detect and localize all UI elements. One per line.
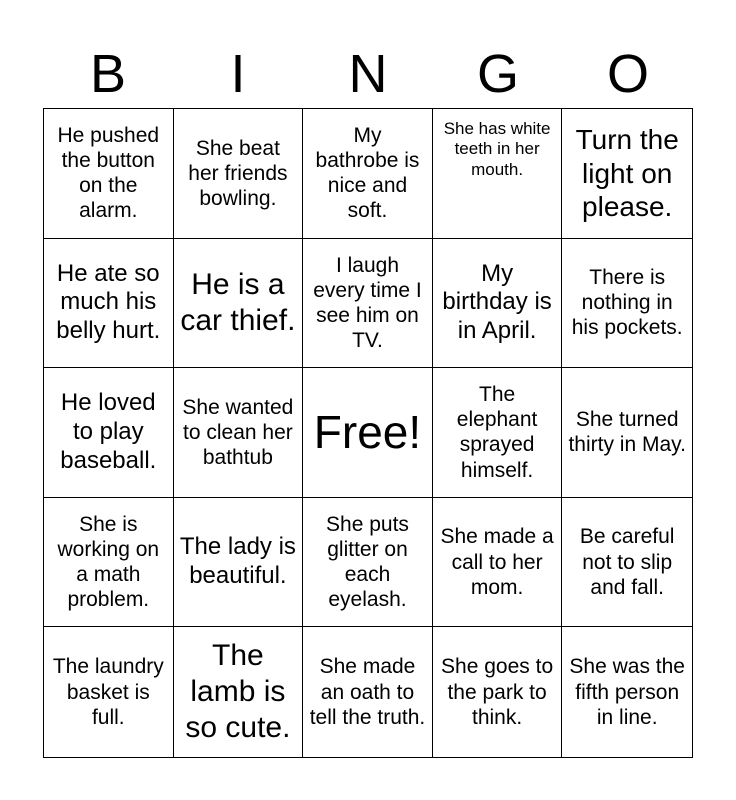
bingo-cell[interactable] bbox=[562, 498, 692, 628]
cell-text: Turn the light on please. bbox=[575, 123, 679, 223]
cell-text: He pushed the button on the alarm. bbox=[57, 123, 160, 223]
free-space-text: Free! bbox=[313, 405, 422, 458]
bingo-header bbox=[43, 40, 693, 108]
header-letter-i: I bbox=[230, 44, 246, 104]
cell-text: The lamb is so cute. bbox=[185, 639, 291, 745]
bingo-cell[interactable] bbox=[44, 368, 174, 498]
bingo-cell[interactable] bbox=[44, 498, 174, 628]
cell-text: She made an oath to tell the truth. bbox=[309, 655, 426, 729]
bingo-cell[interactable] bbox=[174, 239, 304, 369]
cell-text: My birthday is in April. bbox=[442, 259, 552, 345]
cell-text: She wanted to clean her bathtub bbox=[182, 395, 294, 470]
bingo-cell[interactable] bbox=[44, 109, 174, 239]
bingo-cell[interactable] bbox=[174, 627, 304, 757]
bingo-cell[interactable] bbox=[303, 239, 433, 369]
bingo-cell[interactable] bbox=[174, 109, 304, 239]
bingo-cell[interactable] bbox=[44, 627, 174, 757]
cell-text: My bathrobe is nice and soft. bbox=[315, 123, 420, 223]
header-letter-g: G bbox=[476, 44, 519, 104]
cell-text: She turned thirty in May. bbox=[568, 408, 686, 457]
bingo-board bbox=[43, 108, 693, 758]
header-letter-o: O bbox=[606, 44, 649, 104]
header-letter-b: B bbox=[89, 44, 127, 104]
bingo-cell[interactable] bbox=[433, 368, 563, 498]
bingo-cell[interactable] bbox=[562, 239, 692, 369]
cell-text: She is working on a math problem. bbox=[57, 512, 160, 612]
cell-text: She puts glitter on each eyelash. bbox=[326, 512, 409, 612]
cell-text: The laundry basket is full. bbox=[52, 655, 164, 729]
bingo-cell[interactable] bbox=[174, 498, 304, 628]
cell-text: The lady is beautiful. bbox=[179, 533, 296, 590]
bingo-cell[interactable] bbox=[44, 239, 174, 369]
bingo-cell[interactable] bbox=[562, 368, 692, 498]
bingo-cell[interactable] bbox=[433, 239, 563, 369]
cell-text: She has white teeth in her mouth. bbox=[443, 119, 551, 179]
cell-text: Be careful not to slip and fall. bbox=[579, 525, 675, 599]
cell-text: She beat her friends bowling. bbox=[188, 136, 288, 210]
cell-text: He is a car thief. bbox=[180, 267, 296, 337]
bingo-cell[interactable] bbox=[303, 109, 433, 239]
cell-text: There is nothing in his pockets. bbox=[571, 266, 683, 340]
cell-text: He loved to play baseball. bbox=[60, 389, 157, 474]
bingo-cell[interactable] bbox=[303, 498, 433, 628]
bingo-cell[interactable] bbox=[433, 109, 563, 239]
cell-text: I laugh every time I see him on TV. bbox=[313, 253, 422, 353]
cell-text: She made a call to her mom. bbox=[440, 525, 554, 599]
bingo-cell[interactable] bbox=[303, 627, 433, 757]
bingo-cell[interactable] bbox=[562, 627, 692, 757]
cell-text: He ate so much his belly hurt. bbox=[56, 259, 161, 345]
bingo-cell[interactable] bbox=[433, 627, 563, 757]
header-letter-n: N bbox=[348, 44, 388, 104]
cell-text: The elephant sprayed himself. bbox=[456, 383, 538, 482]
bingo-cell[interactable] bbox=[174, 368, 304, 498]
bingo-cell[interactable] bbox=[562, 109, 692, 239]
cell-text: She was the fifth person in line. bbox=[569, 655, 685, 729]
free-space-cell[interactable] bbox=[303, 368, 433, 498]
cell-text: She goes to the park to think. bbox=[441, 655, 554, 729]
bingo-cell[interactable] bbox=[433, 498, 563, 628]
